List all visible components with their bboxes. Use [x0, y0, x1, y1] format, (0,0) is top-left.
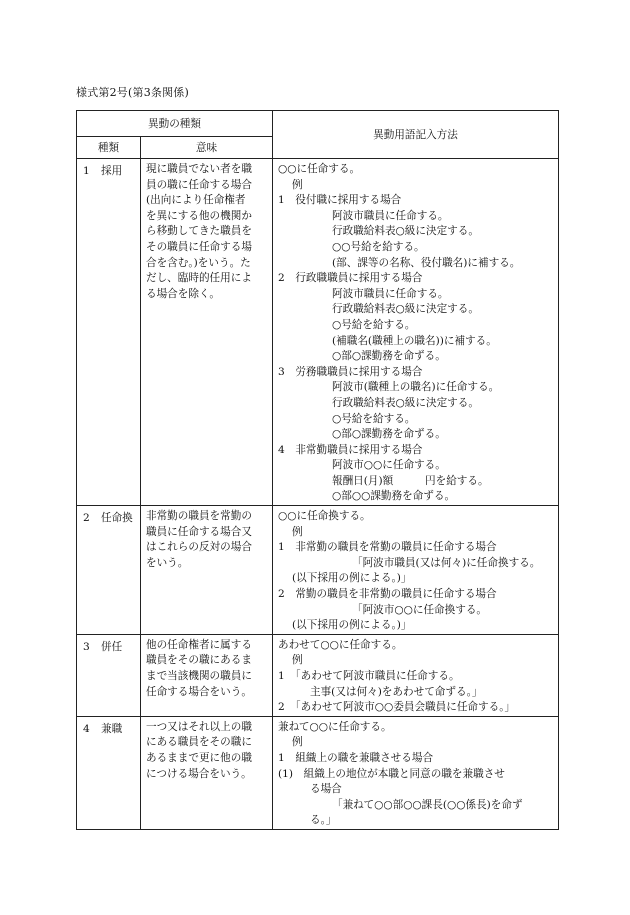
method-line: ○○に任命する。 [278, 163, 361, 175]
method-line: 1 組織上の職を兼職させる場合 [278, 751, 434, 764]
method-line: る場合 [310, 783, 342, 796]
method-line: 例 [292, 736, 303, 749]
header-kind: 種類 [77, 137, 141, 159]
row-number: 2 [83, 512, 90, 525]
table-body [77, 159, 559, 830]
method-line: 阿波市○○に任命する。 [332, 459, 446, 472]
meaning-line: だし、臨時的任用によ [146, 272, 252, 285]
meaning-line: 合を含む。)をいう。た [146, 256, 251, 269]
method-line: 1 非常勤の職員を常勤の職員に任命する場合 [278, 541, 497, 554]
method-line: 報酬日(月)額 円を給する。 [332, 474, 489, 487]
method-line: 兼ねて○○に任命する。 [278, 720, 392, 733]
entry-method-cell [273, 634, 559, 716]
change-kind: 採用 [101, 165, 123, 177]
method-line: 阿波市職員に任命する。 [332, 287, 449, 300]
header-change-type: 異動の種類 [77, 111, 273, 137]
change-kind: 兼職 [101, 722, 123, 735]
table-row [77, 506, 559, 635]
meaning-line: 現に職員でない者を職 [146, 163, 252, 175]
meaning-line: 一つ又はそれ以上の職 [146, 720, 252, 733]
entry-method-cell [273, 716, 559, 829]
table-row [77, 634, 559, 716]
change-kind-cell [77, 159, 141, 506]
method-line: (1) 組織上の地位が本職と同意の職を兼職させ [278, 767, 505, 780]
meaning-line: る場合を除く。 [146, 287, 220, 300]
row-number: 3 [83, 640, 90, 653]
method-line: ○号給を給する。 [332, 318, 416, 331]
meaning-line: 他の任命権者に属する [146, 638, 252, 651]
method-line: 4 非常勤職員に採用する場合 [278, 443, 423, 456]
method-line: る。」 [310, 814, 337, 827]
change-kind-cell [77, 634, 141, 716]
method-line: 行政職給料表○級に決定する。 [332, 225, 479, 238]
change-kind: 任命換 [101, 512, 133, 525]
method-line: 1 役付職に採用する場合 [278, 194, 402, 207]
method-line: ○○に任命換する。 [278, 510, 371, 523]
method-line: 「阿波市職員(又は何々)に任命換する。 [352, 556, 541, 569]
method-line: ○部○課勤務を命ずる。 [332, 428, 446, 441]
change-kind-cell [77, 506, 141, 635]
change-kind: 併任 [101, 640, 123, 653]
header-entry-method: 異動用語記入方法 [273, 111, 559, 159]
method-line: ○部○課勤務を命ずる。 [332, 350, 446, 363]
method-line: 「阿波市○○に任命換する。 [352, 603, 488, 616]
method-line: 3 労務職職員に採用する場合 [278, 365, 423, 378]
meaning-cell [141, 506, 273, 635]
meaning-line: を異にする他の機関か [146, 209, 252, 222]
meaning-line: まで当該機関の職員に [146, 670, 252, 682]
personnel-change-table [76, 110, 559, 830]
change-kind-cell [77, 716, 141, 829]
row-number: 4 [83, 722, 90, 735]
method-line: 阿波市(職種上の職名)に任命する。 [332, 381, 500, 394]
method-line: 2 「あわせて阿波市○○委員会職員に任命する。」 [278, 701, 516, 714]
meaning-cell [141, 634, 273, 716]
method-line: あわせて○○に任命する。 [278, 638, 403, 651]
meaning-line: 職員をその職にあるま [146, 654, 252, 667]
meaning-line: をいう。 [146, 556, 189, 569]
method-line: (補職名(職種上の職名))に補する。 [332, 334, 497, 347]
meaning-line: (出向により任命権者 [146, 194, 246, 207]
method-line: 主事(又は何々)をあわせて命ずる。」 [310, 685, 483, 698]
header-meaning: 意味 [141, 137, 273, 159]
method-line: 例 [292, 525, 303, 538]
meaning-line: 非常勤の職員を常勤の [146, 510, 252, 523]
meaning-line: はこれらの反対の場合 [146, 541, 252, 554]
method-line: ○○号給を給する。 [332, 240, 425, 253]
entry-method-cell [273, 159, 559, 506]
meaning-line: 職員に任命する場合又 [146, 525, 252, 538]
method-line: 2 常勤の職員を非常勤の職員に任命する場合 [278, 588, 497, 601]
meaning-line: 員の職に任命する場合 [146, 178, 252, 191]
method-line: 例 [292, 178, 303, 191]
meaning-cell [141, 159, 273, 506]
table-row [77, 159, 559, 506]
method-line: 阿波市職員に任命する。 [332, 209, 449, 222]
method-line: (以下採用の例による。)」 [292, 572, 412, 585]
method-line: 行政職給料表○級に決定する。 [332, 303, 479, 316]
method-line: 2 行政職職員に採用する場合 [278, 272, 423, 285]
entry-method-cell [273, 506, 559, 635]
meaning-cell [141, 716, 273, 829]
method-line: 1 「あわせて阿波市職員に任命する。 [278, 670, 460, 682]
method-line: ○号給を給する。 [332, 412, 416, 425]
row-number: 1 [83, 165, 90, 177]
method-line: (部、課等の名称、役付職名)に補する。 [332, 256, 521, 269]
method-line: 行政職給料表○級に決定する。 [332, 396, 479, 409]
meaning-line: ら移動してきた職員を [146, 225, 252, 238]
method-line: 例 [292, 654, 303, 667]
meaning-line: につける場合をいう。 [146, 767, 252, 780]
method-line: 「兼ねて○○部○○課長(○○係長)を命ず [332, 798, 523, 811]
meaning-line: その職員に任命する場 [146, 240, 252, 253]
table-row [77, 716, 559, 829]
meaning-line: あるままで更に他の職 [146, 751, 252, 764]
method-line: ○部○○課勤務を命ずる。 [332, 490, 456, 503]
form-title: 様式第2号(第3条関係) [76, 86, 189, 99]
meaning-line: 任命する場合をいう。 [146, 685, 252, 698]
method-line: (以下採用の例による。)」 [292, 619, 412, 632]
meaning-line: にある職員をその職に [146, 736, 252, 749]
